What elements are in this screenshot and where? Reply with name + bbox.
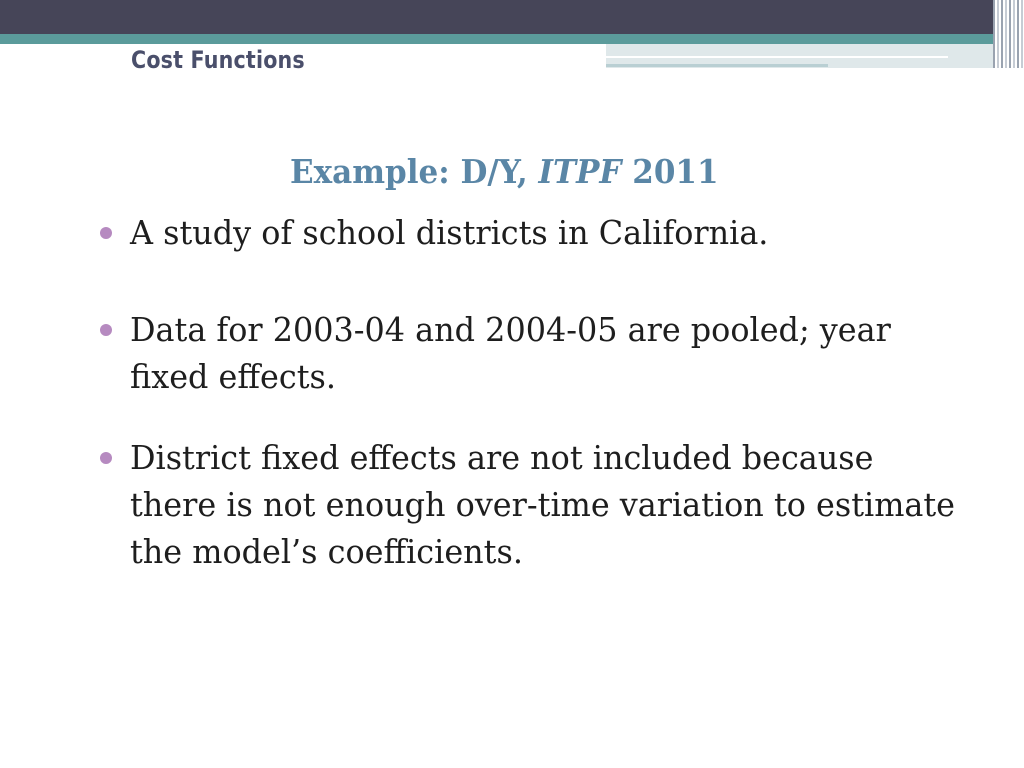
header-dark-band (0, 0, 1024, 34)
bullet-item (100, 209, 1000, 256)
bullet-dot-icon (100, 227, 112, 239)
bullet-text: District fixed effects are not included because there is not enough over-time variation to estimate the model’s coefficients. (130, 438, 956, 571)
header-accent-line (606, 64, 828, 67)
bullet-dot-icon (100, 324, 112, 336)
slide-title: Cost Functions (131, 46, 305, 74)
bullet-item (100, 306, 1000, 400)
header-teal-band (0, 34, 1024, 44)
subtitle-italic: ITPF (538, 152, 622, 191)
bullet-text: A study of school districts in California. (130, 213, 769, 252)
bullet-dot-icon (100, 452, 112, 464)
bullet-text: Data for 2003-04 and 2004-05 are pooled; year fixed effects. (130, 310, 891, 396)
subtitle-suffix: 2011 (621, 152, 719, 191)
header-accent-line (606, 56, 948, 58)
subtitle-prefix: Example: D/Y, (290, 152, 539, 191)
slide-subtitle (290, 152, 719, 191)
bullet-item (100, 434, 1000, 575)
header-stripes (993, 0, 1024, 68)
